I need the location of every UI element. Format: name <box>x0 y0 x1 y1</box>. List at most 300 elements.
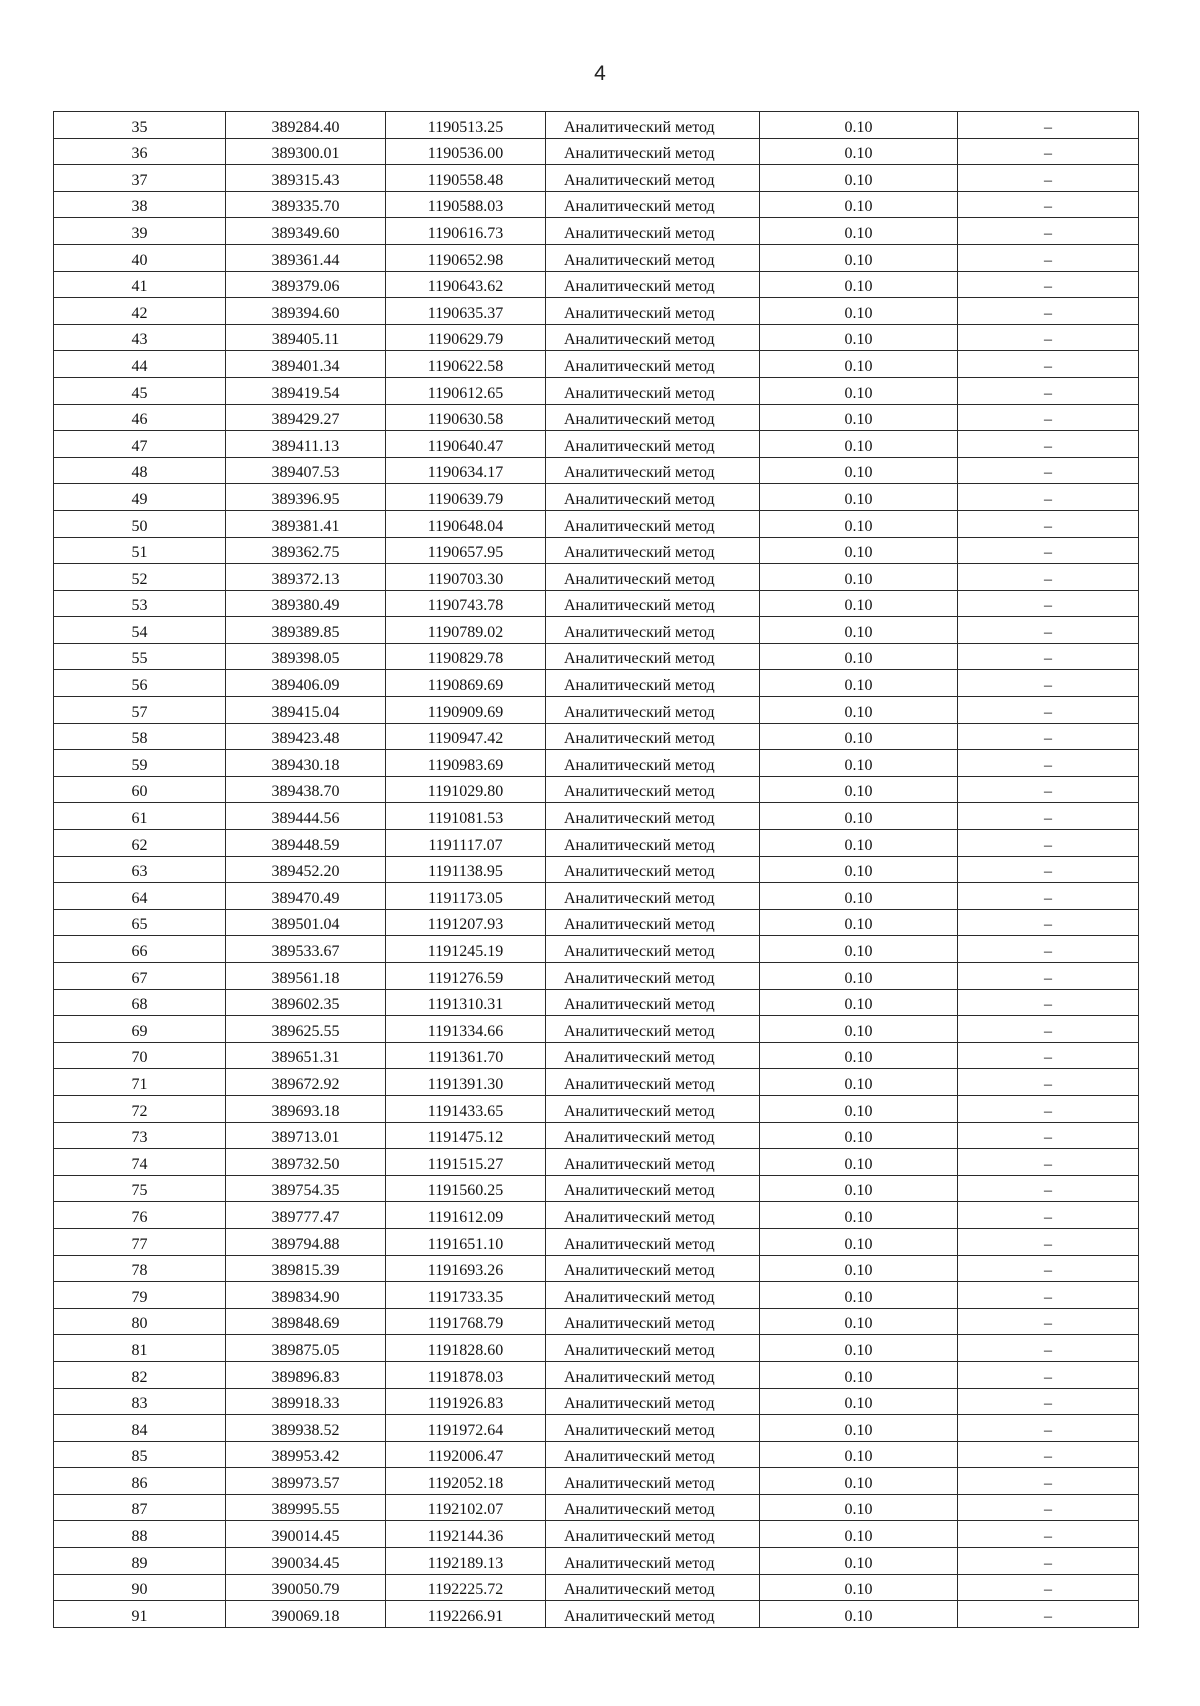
note-cell: – <box>958 1282 1139 1309</box>
y-coordinate-cell: 1190947.42 <box>386 723 546 750</box>
point-number-cell: 75 <box>54 1175 226 1202</box>
note-cell: – <box>958 643 1139 670</box>
x-coordinate-cell: 390069.18 <box>226 1601 386 1628</box>
y-coordinate-cell: 1191138.95 <box>386 856 546 883</box>
accuracy-cell: 0.10 <box>760 1335 958 1362</box>
y-coordinate-cell: 1191475.12 <box>386 1122 546 1149</box>
note-cell: – <box>958 963 1139 990</box>
x-coordinate-cell: 389381.41 <box>226 510 386 537</box>
accuracy-cell: 0.10 <box>760 351 958 378</box>
note-cell: – <box>958 564 1139 591</box>
method-cell: Аналитический метод <box>546 1122 760 1149</box>
x-coordinate-cell: 389406.09 <box>226 670 386 697</box>
note-cell: – <box>958 271 1139 298</box>
note-cell: – <box>958 431 1139 458</box>
y-coordinate-cell: 1191081.53 <box>386 803 546 830</box>
x-coordinate-cell: 389896.83 <box>226 1361 386 1388</box>
accuracy-cell: 0.10 <box>760 723 958 750</box>
y-coordinate-cell: 1190536.00 <box>386 138 546 165</box>
note-cell: – <box>958 457 1139 484</box>
y-coordinate-cell: 1191926.83 <box>386 1388 546 1415</box>
y-coordinate-cell: 1192052.18 <box>386 1468 546 1495</box>
point-number-cell: 51 <box>54 537 226 564</box>
y-coordinate-cell: 1190640.47 <box>386 431 546 458</box>
table-row <box>54 1308 1139 1335</box>
note-cell: – <box>958 1388 1139 1415</box>
y-coordinate-cell: 1191361.70 <box>386 1042 546 1069</box>
table-row <box>54 510 1139 537</box>
accuracy-cell: 0.10 <box>760 457 958 484</box>
point-number-cell: 67 <box>54 963 226 990</box>
x-coordinate-cell: 389444.56 <box>226 803 386 830</box>
accuracy-cell: 0.10 <box>760 750 958 777</box>
x-coordinate-cell: 389815.39 <box>226 1255 386 1282</box>
table-row <box>54 138 1139 165</box>
point-number-cell: 82 <box>54 1361 226 1388</box>
table-row <box>54 803 1139 830</box>
method-cell: Аналитический метод <box>546 1574 760 1601</box>
y-coordinate-cell: 1191828.60 <box>386 1335 546 1362</box>
table-row <box>54 723 1139 750</box>
x-coordinate-cell: 389794.88 <box>226 1228 386 1255</box>
note-cell: – <box>958 1548 1139 1575</box>
x-coordinate-cell: 389732.50 <box>226 1149 386 1176</box>
accuracy-cell: 0.10 <box>760 1122 958 1149</box>
table-row <box>54 112 1139 139</box>
point-number-cell: 78 <box>54 1255 226 1282</box>
note-cell: – <box>958 377 1139 404</box>
method-cell: Аналитический метод <box>546 537 760 564</box>
point-number-cell: 46 <box>54 404 226 431</box>
point-number-cell: 74 <box>54 1149 226 1176</box>
point-number-cell: 37 <box>54 165 226 192</box>
method-cell: Аналитический метод <box>546 1468 760 1495</box>
table-row <box>54 271 1139 298</box>
accuracy-cell: 0.10 <box>760 883 958 910</box>
x-coordinate-cell: 389561.18 <box>226 963 386 990</box>
y-coordinate-cell: 1191433.65 <box>386 1095 546 1122</box>
method-cell: Аналитический метод <box>546 590 760 617</box>
method-cell: Аналитический метод <box>546 510 760 537</box>
accuracy-cell: 0.10 <box>760 1441 958 1468</box>
method-cell: Аналитический метод <box>546 643 760 670</box>
method-cell: Аналитический метод <box>546 1255 760 1282</box>
point-number-cell: 41 <box>54 271 226 298</box>
point-number-cell: 68 <box>54 989 226 1016</box>
x-coordinate-cell: 389834.90 <box>226 1282 386 1309</box>
table-row <box>54 1149 1139 1176</box>
y-coordinate-cell: 1191693.26 <box>386 1255 546 1282</box>
table-row <box>54 643 1139 670</box>
point-number-cell: 66 <box>54 936 226 963</box>
method-cell: Аналитический метод <box>546 1202 760 1229</box>
x-coordinate-cell: 389672.92 <box>226 1069 386 1096</box>
point-number-cell: 79 <box>54 1282 226 1309</box>
point-number-cell: 40 <box>54 244 226 271</box>
method-cell: Аналитический метод <box>546 1042 760 1069</box>
accuracy-cell: 0.10 <box>760 1069 958 1096</box>
table-row <box>54 1361 1139 1388</box>
x-coordinate-cell: 389389.85 <box>226 617 386 644</box>
accuracy-cell: 0.10 <box>760 1149 958 1176</box>
table-row <box>54 776 1139 803</box>
accuracy-cell: 0.10 <box>760 963 958 990</box>
x-coordinate-cell: 389533.67 <box>226 936 386 963</box>
table-row <box>54 1202 1139 1229</box>
method-cell: Аналитический метод <box>546 1548 760 1575</box>
note-cell: – <box>958 138 1139 165</box>
accuracy-cell: 0.10 <box>760 377 958 404</box>
y-coordinate-cell: 1190612.65 <box>386 377 546 404</box>
method-cell: Аналитический метод <box>546 750 760 777</box>
accuracy-cell: 0.10 <box>760 1574 958 1601</box>
point-number-cell: 69 <box>54 1016 226 1043</box>
accuracy-cell: 0.10 <box>760 1255 958 1282</box>
note-cell: – <box>958 1441 1139 1468</box>
note-cell: – <box>958 1175 1139 1202</box>
x-coordinate-cell: 389407.53 <box>226 457 386 484</box>
y-coordinate-cell: 1192102.07 <box>386 1494 546 1521</box>
y-coordinate-cell: 1191029.80 <box>386 776 546 803</box>
method-cell: Аналитический метод <box>546 564 760 591</box>
page-number: 4 <box>594 62 606 85</box>
point-number-cell: 48 <box>54 457 226 484</box>
y-coordinate-cell: 1190652.98 <box>386 244 546 271</box>
accuracy-cell: 0.10 <box>760 1601 958 1628</box>
y-coordinate-cell: 1191515.27 <box>386 1149 546 1176</box>
note-cell: – <box>958 218 1139 245</box>
y-coordinate-cell: 1192225.72 <box>386 1574 546 1601</box>
note-cell: – <box>958 1202 1139 1229</box>
accuracy-cell: 0.10 <box>760 1095 958 1122</box>
method-cell: Аналитический метод <box>546 1149 760 1176</box>
table-row <box>54 750 1139 777</box>
method-cell: Аналитический метод <box>546 936 760 963</box>
note-cell: – <box>958 830 1139 857</box>
table-row <box>54 590 1139 617</box>
accuracy-cell: 0.10 <box>760 324 958 351</box>
point-number-cell: 77 <box>54 1228 226 1255</box>
method-cell: Аналитический метод <box>546 431 760 458</box>
y-coordinate-cell: 1191334.66 <box>386 1016 546 1043</box>
y-coordinate-cell: 1190743.78 <box>386 590 546 617</box>
y-coordinate-cell: 1191207.93 <box>386 909 546 936</box>
method-cell: Аналитический метод <box>546 484 760 511</box>
y-coordinate-cell: 1190909.69 <box>386 697 546 724</box>
method-cell: Аналитический метод <box>546 351 760 378</box>
x-coordinate-cell: 389401.34 <box>226 351 386 378</box>
method-cell: Аналитический метод <box>546 617 760 644</box>
point-number-cell: 70 <box>54 1042 226 1069</box>
y-coordinate-cell: 1190869.69 <box>386 670 546 697</box>
table-row <box>54 1282 1139 1309</box>
point-number-cell: 39 <box>54 218 226 245</box>
x-coordinate-cell: 389754.35 <box>226 1175 386 1202</box>
y-coordinate-cell: 1190789.02 <box>386 617 546 644</box>
method-cell: Аналитический метод <box>546 1441 760 1468</box>
x-coordinate-cell: 389315.43 <box>226 165 386 192</box>
method-cell: Аналитический метод <box>546 1361 760 1388</box>
note-cell: – <box>958 510 1139 537</box>
accuracy-cell: 0.10 <box>760 617 958 644</box>
table-row <box>54 1042 1139 1069</box>
method-cell: Аналитический метод <box>546 1601 760 1628</box>
x-coordinate-cell: 389693.18 <box>226 1095 386 1122</box>
y-coordinate-cell: 1190630.58 <box>386 404 546 431</box>
table-row <box>54 1335 1139 1362</box>
point-number-cell: 54 <box>54 617 226 644</box>
accuracy-cell: 0.10 <box>760 244 958 271</box>
note-cell: – <box>958 165 1139 192</box>
method-cell: Аналитический метод <box>546 830 760 857</box>
y-coordinate-cell: 1190513.25 <box>386 112 546 139</box>
note-cell: – <box>958 1601 1139 1628</box>
point-number-cell: 73 <box>54 1122 226 1149</box>
x-coordinate-cell: 389394.60 <box>226 298 386 325</box>
y-coordinate-cell: 1190639.79 <box>386 484 546 511</box>
accuracy-cell: 0.10 <box>760 803 958 830</box>
point-number-cell: 61 <box>54 803 226 830</box>
table-row <box>54 1468 1139 1495</box>
point-number-cell: 59 <box>54 750 226 777</box>
method-cell: Аналитический метод <box>546 1228 760 1255</box>
method-cell: Аналитический метод <box>546 989 760 1016</box>
y-coordinate-cell: 1191878.03 <box>386 1361 546 1388</box>
method-cell: Аналитический метод <box>546 1175 760 1202</box>
accuracy-cell: 0.10 <box>760 590 958 617</box>
y-coordinate-cell: 1190703.30 <box>386 564 546 591</box>
accuracy-cell: 0.10 <box>760 537 958 564</box>
point-number-cell: 83 <box>54 1388 226 1415</box>
point-number-cell: 86 <box>54 1468 226 1495</box>
note-cell: – <box>958 1335 1139 1362</box>
y-coordinate-cell: 1192144.36 <box>386 1521 546 1548</box>
method-cell: Аналитический метод <box>546 963 760 990</box>
y-coordinate-cell: 1191310.31 <box>386 989 546 1016</box>
method-cell: Аналитический метод <box>546 191 760 218</box>
note-cell: – <box>958 1228 1139 1255</box>
note-cell: – <box>958 856 1139 883</box>
y-coordinate-cell: 1191651.10 <box>386 1228 546 1255</box>
accuracy-cell: 0.10 <box>760 484 958 511</box>
x-coordinate-cell: 389501.04 <box>226 909 386 936</box>
x-coordinate-cell: 389713.01 <box>226 1122 386 1149</box>
x-coordinate-cell: 389430.18 <box>226 750 386 777</box>
accuracy-cell: 0.10 <box>760 1548 958 1575</box>
y-coordinate-cell: 1190983.69 <box>386 750 546 777</box>
table-row <box>54 989 1139 1016</box>
note-cell: – <box>958 1574 1139 1601</box>
accuracy-cell: 0.10 <box>760 697 958 724</box>
accuracy-cell: 0.10 <box>760 830 958 857</box>
x-coordinate-cell: 389470.49 <box>226 883 386 910</box>
y-coordinate-cell: 1190648.04 <box>386 510 546 537</box>
accuracy-cell: 0.10 <box>760 1494 958 1521</box>
table-row <box>54 324 1139 351</box>
x-coordinate-cell: 389995.55 <box>226 1494 386 1521</box>
y-coordinate-cell: 1191391.30 <box>386 1069 546 1096</box>
accuracy-cell: 0.10 <box>760 1282 958 1309</box>
y-coordinate-cell: 1192006.47 <box>386 1441 546 1468</box>
table-row <box>54 404 1139 431</box>
table-row <box>54 1574 1139 1601</box>
accuracy-cell: 0.10 <box>760 1468 958 1495</box>
table-row <box>54 1016 1139 1043</box>
x-coordinate-cell: 389396.95 <box>226 484 386 511</box>
method-cell: Аналитический метод <box>546 1388 760 1415</box>
table-row <box>54 431 1139 458</box>
point-number-cell: 62 <box>54 830 226 857</box>
accuracy-cell: 0.10 <box>760 1415 958 1442</box>
note-cell: – <box>958 484 1139 511</box>
table-row <box>54 1255 1139 1282</box>
note-cell: – <box>958 1308 1139 1335</box>
note-cell: – <box>958 1016 1139 1043</box>
point-number-cell: 47 <box>54 431 226 458</box>
table-row <box>54 1521 1139 1548</box>
point-number-cell: 56 <box>54 670 226 697</box>
note-cell: – <box>958 670 1139 697</box>
accuracy-cell: 0.10 <box>760 936 958 963</box>
accuracy-cell: 0.10 <box>760 670 958 697</box>
note-cell: – <box>958 723 1139 750</box>
point-number-cell: 81 <box>54 1335 226 1362</box>
method-cell: Аналитический метод <box>546 1521 760 1548</box>
x-coordinate-cell: 390050.79 <box>226 1574 386 1601</box>
point-number-cell: 60 <box>54 776 226 803</box>
x-coordinate-cell: 389300.01 <box>226 138 386 165</box>
point-number-cell: 38 <box>54 191 226 218</box>
note-cell: – <box>958 1255 1139 1282</box>
accuracy-cell: 0.10 <box>760 776 958 803</box>
point-number-cell: 50 <box>54 510 226 537</box>
x-coordinate-cell: 389438.70 <box>226 776 386 803</box>
table-row <box>54 830 1139 857</box>
method-cell: Аналитический метод <box>546 1415 760 1442</box>
coordinates-table <box>53 111 1139 1628</box>
y-coordinate-cell: 1190616.73 <box>386 218 546 245</box>
note-cell: – <box>958 1415 1139 1442</box>
table-row <box>54 1228 1139 1255</box>
note-cell: – <box>958 590 1139 617</box>
table-row <box>54 165 1139 192</box>
table-row <box>54 697 1139 724</box>
table-row <box>54 617 1139 644</box>
note-cell: – <box>958 1149 1139 1176</box>
table-row <box>54 1175 1139 1202</box>
x-coordinate-cell: 389380.49 <box>226 590 386 617</box>
note-cell: – <box>958 1095 1139 1122</box>
y-coordinate-cell: 1191276.59 <box>386 963 546 990</box>
method-cell: Аналитический метод <box>546 298 760 325</box>
point-number-cell: 65 <box>54 909 226 936</box>
note-cell: – <box>958 1494 1139 1521</box>
x-coordinate-cell: 389875.05 <box>226 1335 386 1362</box>
accuracy-cell: 0.10 <box>760 1521 958 1548</box>
y-coordinate-cell: 1191560.25 <box>386 1175 546 1202</box>
accuracy-cell: 0.10 <box>760 1042 958 1069</box>
method-cell: Аналитический метод <box>546 457 760 484</box>
y-coordinate-cell: 1191117.07 <box>386 830 546 857</box>
point-number-cell: 43 <box>54 324 226 351</box>
accuracy-cell: 0.10 <box>760 1016 958 1043</box>
point-number-cell: 90 <box>54 1574 226 1601</box>
note-cell: – <box>958 537 1139 564</box>
x-coordinate-cell: 389415.04 <box>226 697 386 724</box>
point-number-cell: 71 <box>54 1069 226 1096</box>
accuracy-cell: 0.10 <box>760 404 958 431</box>
accuracy-cell: 0.10 <box>760 1202 958 1229</box>
method-cell: Аналитический метод <box>546 1282 760 1309</box>
table-row <box>54 1548 1139 1575</box>
x-coordinate-cell: 389423.48 <box>226 723 386 750</box>
x-coordinate-cell: 389372.13 <box>226 564 386 591</box>
point-number-cell: 45 <box>54 377 226 404</box>
x-coordinate-cell: 389349.60 <box>226 218 386 245</box>
y-coordinate-cell: 1190629.79 <box>386 324 546 351</box>
y-coordinate-cell: 1192189.13 <box>386 1548 546 1575</box>
table-row <box>54 1095 1139 1122</box>
accuracy-cell: 0.10 <box>760 643 958 670</box>
accuracy-cell: 0.10 <box>760 989 958 1016</box>
table-row <box>54 936 1139 963</box>
table-row <box>54 351 1139 378</box>
table-row <box>54 484 1139 511</box>
note-cell: – <box>958 1521 1139 1548</box>
x-coordinate-cell: 390014.45 <box>226 1521 386 1548</box>
accuracy-cell: 0.10 <box>760 218 958 245</box>
table-row <box>54 564 1139 591</box>
y-coordinate-cell: 1191733.35 <box>386 1282 546 1309</box>
table-row <box>54 856 1139 883</box>
accuracy-cell: 0.10 <box>760 1388 958 1415</box>
accuracy-cell: 0.10 <box>760 1361 958 1388</box>
accuracy-cell: 0.10 <box>760 138 958 165</box>
point-number-cell: 87 <box>54 1494 226 1521</box>
accuracy-cell: 0.10 <box>760 1228 958 1255</box>
note-cell: – <box>958 1069 1139 1096</box>
method-cell: Аналитический метод <box>546 909 760 936</box>
point-number-cell: 57 <box>54 697 226 724</box>
x-coordinate-cell: 389284.40 <box>226 112 386 139</box>
x-coordinate-cell: 389361.44 <box>226 244 386 271</box>
note-cell: – <box>958 404 1139 431</box>
y-coordinate-cell: 1190829.78 <box>386 643 546 670</box>
table-row <box>54 377 1139 404</box>
accuracy-cell: 0.10 <box>760 191 958 218</box>
y-coordinate-cell: 1190634.17 <box>386 457 546 484</box>
table-row <box>54 1122 1139 1149</box>
note-cell: – <box>958 697 1139 724</box>
table-row <box>54 218 1139 245</box>
x-coordinate-cell: 389362.75 <box>226 537 386 564</box>
accuracy-cell: 0.10 <box>760 165 958 192</box>
method-cell: Аналитический метод <box>546 138 760 165</box>
method-cell: Аналитический метод <box>546 324 760 351</box>
note-cell: – <box>958 1468 1139 1495</box>
method-cell: Аналитический метод <box>546 1308 760 1335</box>
y-coordinate-cell: 1192266.91 <box>386 1601 546 1628</box>
y-coordinate-cell: 1190657.95 <box>386 537 546 564</box>
x-coordinate-cell: 389419.54 <box>226 377 386 404</box>
point-number-cell: 88 <box>54 1521 226 1548</box>
note-cell: – <box>958 803 1139 830</box>
coordinates-table-body <box>54 112 1139 1628</box>
table-row <box>54 244 1139 271</box>
point-number-cell: 53 <box>54 590 226 617</box>
y-coordinate-cell: 1191972.64 <box>386 1415 546 1442</box>
x-coordinate-cell: 389777.47 <box>226 1202 386 1229</box>
